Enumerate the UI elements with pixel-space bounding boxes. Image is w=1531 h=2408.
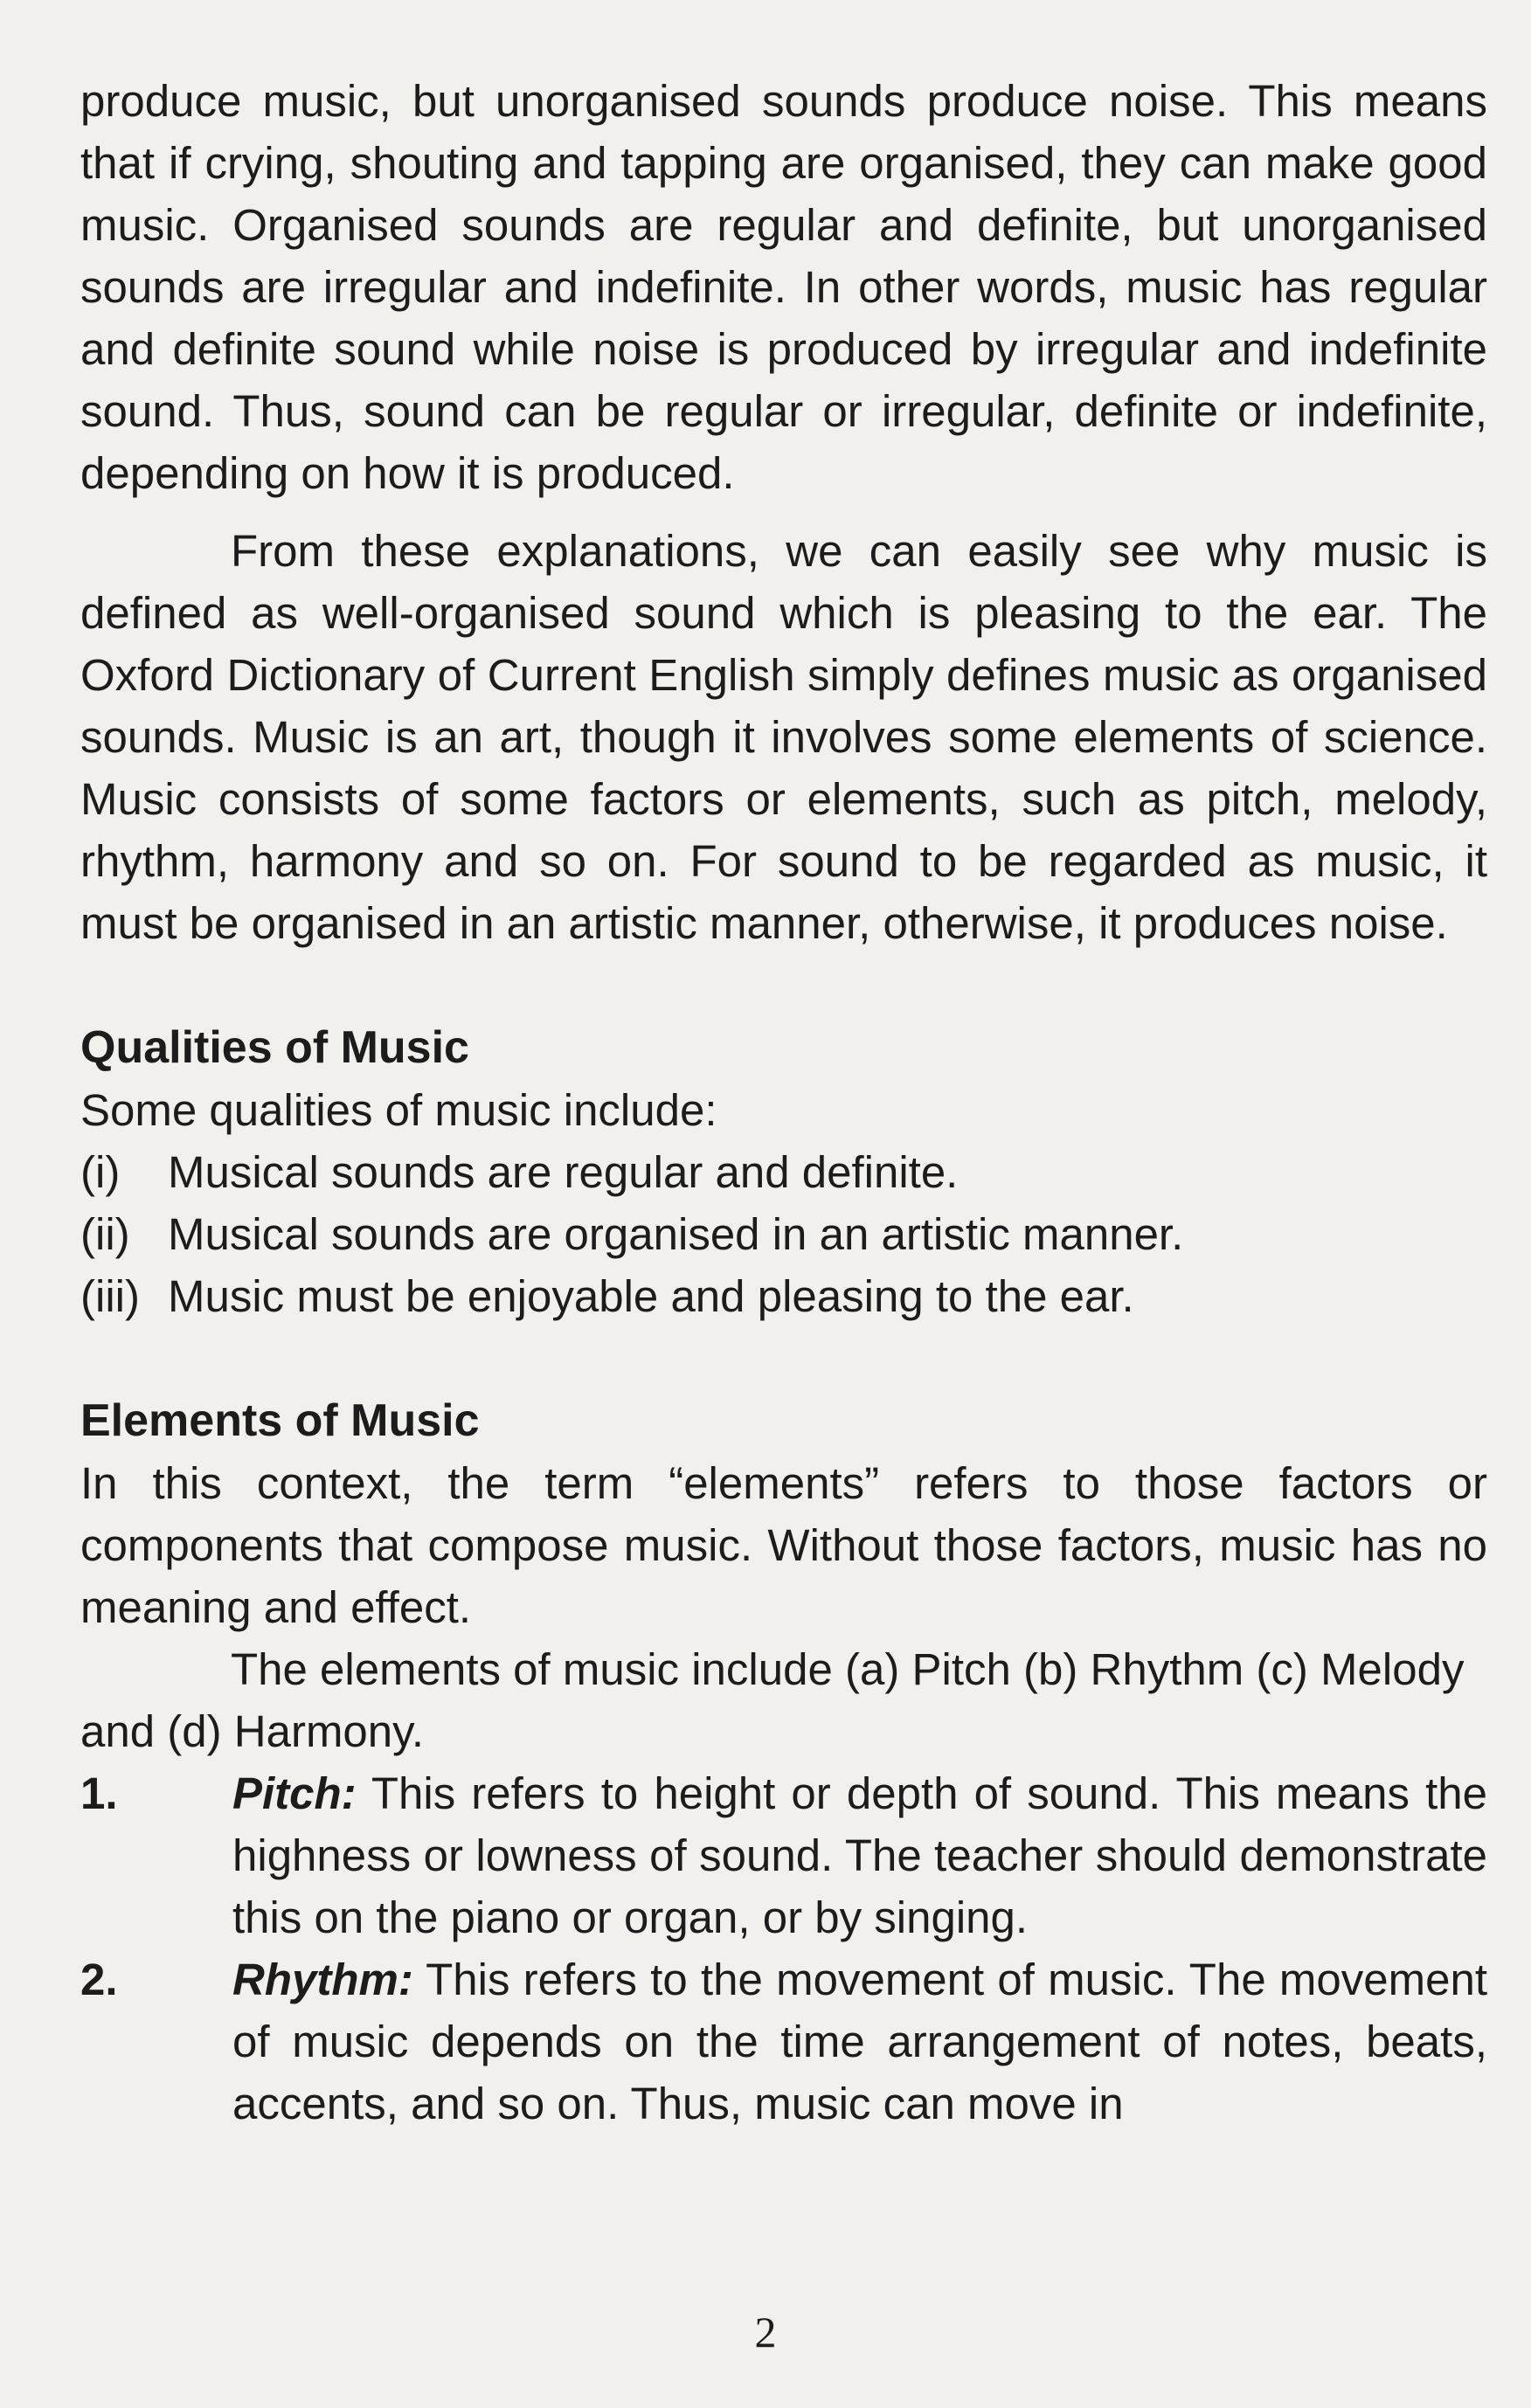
quality-number: (iii) xyxy=(80,1271,140,1321)
elements-heading: Elements of Music xyxy=(80,1395,480,1446)
qualities-heading: Qualities of Music xyxy=(80,1022,469,1073)
element-text: This refers to the movement of music. The movement of music depends on the time arrangement of notes, beats, accents, and so on. Thus, music can move in xyxy=(232,1955,1487,2128)
element-number: 1. xyxy=(80,1768,118,1818)
quality-item xyxy=(80,1141,1487,1203)
quality-text: Musical sounds are organised in an artistic manner. xyxy=(168,1209,1184,1259)
elements-list-intro: The elements of music include (a) Pitch (b) Rhythm (c) Melody and (d) Harmony. xyxy=(80,1644,1465,1756)
page-content xyxy=(80,70,1487,2135)
elements-intro: In this context, the term “elements” refers to those factors or components that compose music. Without those factors, music has no meaning and effect. xyxy=(80,1458,1487,1632)
quality-text: Music must be enjoyable and pleasing to the ear. xyxy=(168,1271,1134,1321)
element-item-rhythm xyxy=(80,1948,1487,2135)
element-term: Pitch: xyxy=(232,1768,357,1818)
quality-text: Musical sounds are regular and definite. xyxy=(168,1147,959,1197)
quality-number: (i) xyxy=(80,1147,121,1197)
quality-item xyxy=(80,1265,1487,1327)
paragraph-2: From these explanations, we can easily see why music is defined as well-organised sound which is pleasing to the ear. The Oxford Dictionary of Current English simply defines music as organised sounds. Music is an art, though it involves some elements of science. Music consists of some factors or elements, such as pitch, melody, rhythm, harmony and so on. For sound to be regarded as music, it must be organised in an artistic manner, otherwise, it produces noise. xyxy=(80,526,1487,948)
paragraph-1: produce music, but unorganised sounds produce noise. This means that if crying, shouting and tapping are organised, they can make good music. Organised sounds are regular and definite, but unorganised sounds are irregular and indefinite. In other words, music has regular and definite sound while noise is produced by irregular and indefinite sound. Thus, sound can be regular or irregular, definite or indefinite, depending on how it is produced. xyxy=(80,76,1487,498)
quality-item xyxy=(80,1203,1487,1265)
element-number: 2. xyxy=(80,1955,118,2004)
quality-number: (ii) xyxy=(80,1209,130,1259)
element-item-pitch xyxy=(80,1762,1487,1948)
element-body xyxy=(232,1948,1487,2135)
page-number: 2 xyxy=(754,2308,777,2356)
element-body xyxy=(232,1762,1487,1948)
element-term: Rhythm: xyxy=(232,1955,413,2004)
qualities-intro: Some qualities of music include: xyxy=(80,1085,717,1135)
element-text: This refers to height or depth of sound. This means the highness or lowness of sound. The teacher should demonstrate this on the piano or organ, or by singing. xyxy=(232,1768,1487,1942)
